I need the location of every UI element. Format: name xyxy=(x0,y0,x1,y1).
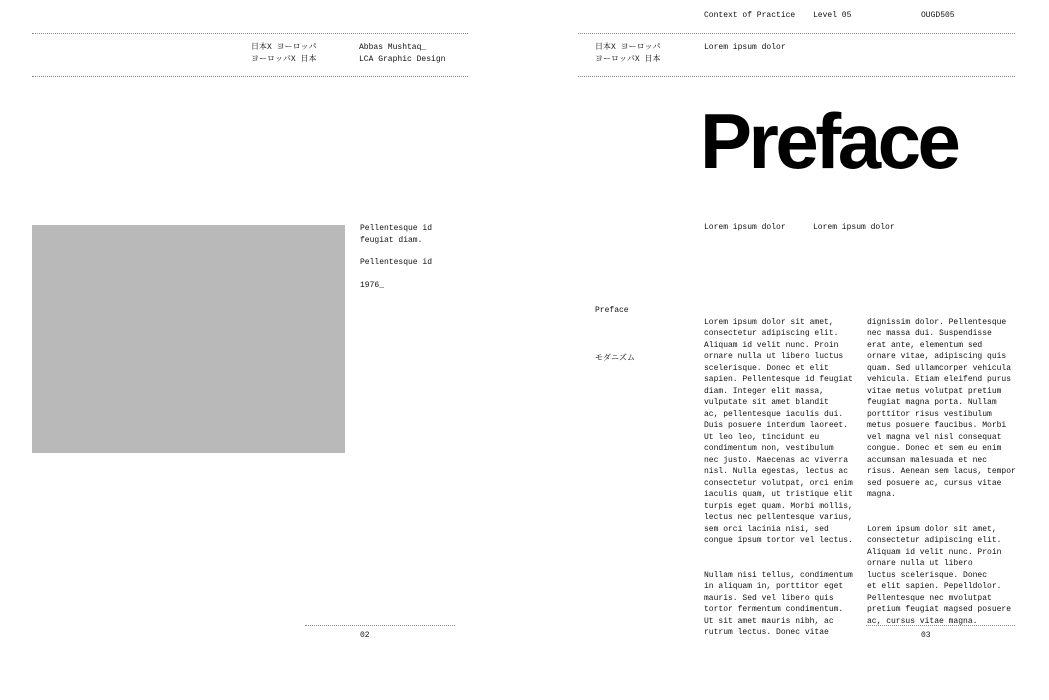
page-number: 03 xyxy=(921,631,931,640)
caption: Pellentesque id feugiat diam. xyxy=(360,224,433,245)
body-column-2 xyxy=(867,305,1027,639)
caption: Pellentesque id xyxy=(360,258,433,267)
running-head-level: Level 05 xyxy=(813,11,852,20)
paragraph: Lorem ipsum dolor sit amet, consectetur adipiscing elit. Aliquam id velit nunc. Proin ornare nulla ut libero luctus scelerisque. Donec et elit sapien. Pepelldolor. Pellentesque nec mvolutpat pretium feugiat magsed posuere ac, cursus vitae magna. xyxy=(867,524,1012,626)
side-label: Preface xyxy=(595,306,629,315)
jp-title: 日本X ヨーロッパ ヨーロッパX 日本 xyxy=(251,43,317,64)
sub-label: Lorem ipsum dolor xyxy=(704,223,786,232)
subtitle: Lorem ipsum dolor xyxy=(704,43,786,52)
side-label: モダニズム xyxy=(595,354,635,363)
page-title: Preface xyxy=(700,97,958,185)
footer-rule xyxy=(866,625,1015,626)
running-head-module: Context of Practice xyxy=(704,11,796,20)
body-column-1 xyxy=(704,305,864,650)
caption-year: 1976_ xyxy=(360,281,385,290)
header-rule-top xyxy=(32,33,468,34)
paragraph: dignissim dolor. Pellentesque nec massa dui. Suspendisse erat ante, elementum sed ornare vitae, adipiscing quis quam. Sed ullamcorper vehicula vehicula. Etiam eleifend purus vitae metus volutpat pretium feugiat magna porta. Nullam porttitor risus vestibulum metus posuere faucibus. Morbi vel magna vel nisl consequat congue. Donec et sem eu enim accumsan malesuada et nec risus. Aenean sem lacus, tempor sed posuere ac, cursus vitae magna. xyxy=(867,317,1016,499)
page-number: 02 xyxy=(360,631,370,640)
jp-title: 日本X ヨーロッパ ヨーロッパX 日本 xyxy=(595,43,661,64)
running-head-code: OUGD505 xyxy=(921,11,955,20)
paragraph: Nullam nisi tellus, condimentum in aliquam in, porttitor eget mauris. Sed vel libero quis tortor fermentum condimentum. Ut sit amet mauris nibh, ac rutrum lectus. Donec vitae xyxy=(704,570,853,637)
paragraph: Lorem ipsum dolor sit amet, consectetur adipiscing elit. Aliquam id velit nunc. Proin ornare nulla ut libero luctus scelerisque. Donec et elit sapien. Pellentesque id feugiat diam. Integer elit massa, vulputate sit amet blandit ac, pellentesque iaculis dui. Duis posuere interdum laoreet. Ut leo leo, tincidunt eu condimentum non, vestibulum nec justo. Maecenas ac viverra nisl. Nulla egestas, lectus ac consectetur volutpat, orci enim iaculis quam, ut tristique elit turpis eget quam. Morbi mollis, lectus nec pellentesque varius, sem orci lacinia nisi, sed congue ipsum tortor vel lectus. xyxy=(704,317,853,545)
header-rule-bottom xyxy=(578,76,1015,77)
header-rule-bottom xyxy=(32,76,468,77)
header-rule-top xyxy=(578,33,1015,34)
image-placeholder xyxy=(32,225,345,453)
footer-rule xyxy=(305,625,455,626)
author-credit: Abbas Mushtaq_ LCA Graphic Design xyxy=(359,43,446,64)
sub-label: Lorem ipsum dolor xyxy=(813,223,895,232)
